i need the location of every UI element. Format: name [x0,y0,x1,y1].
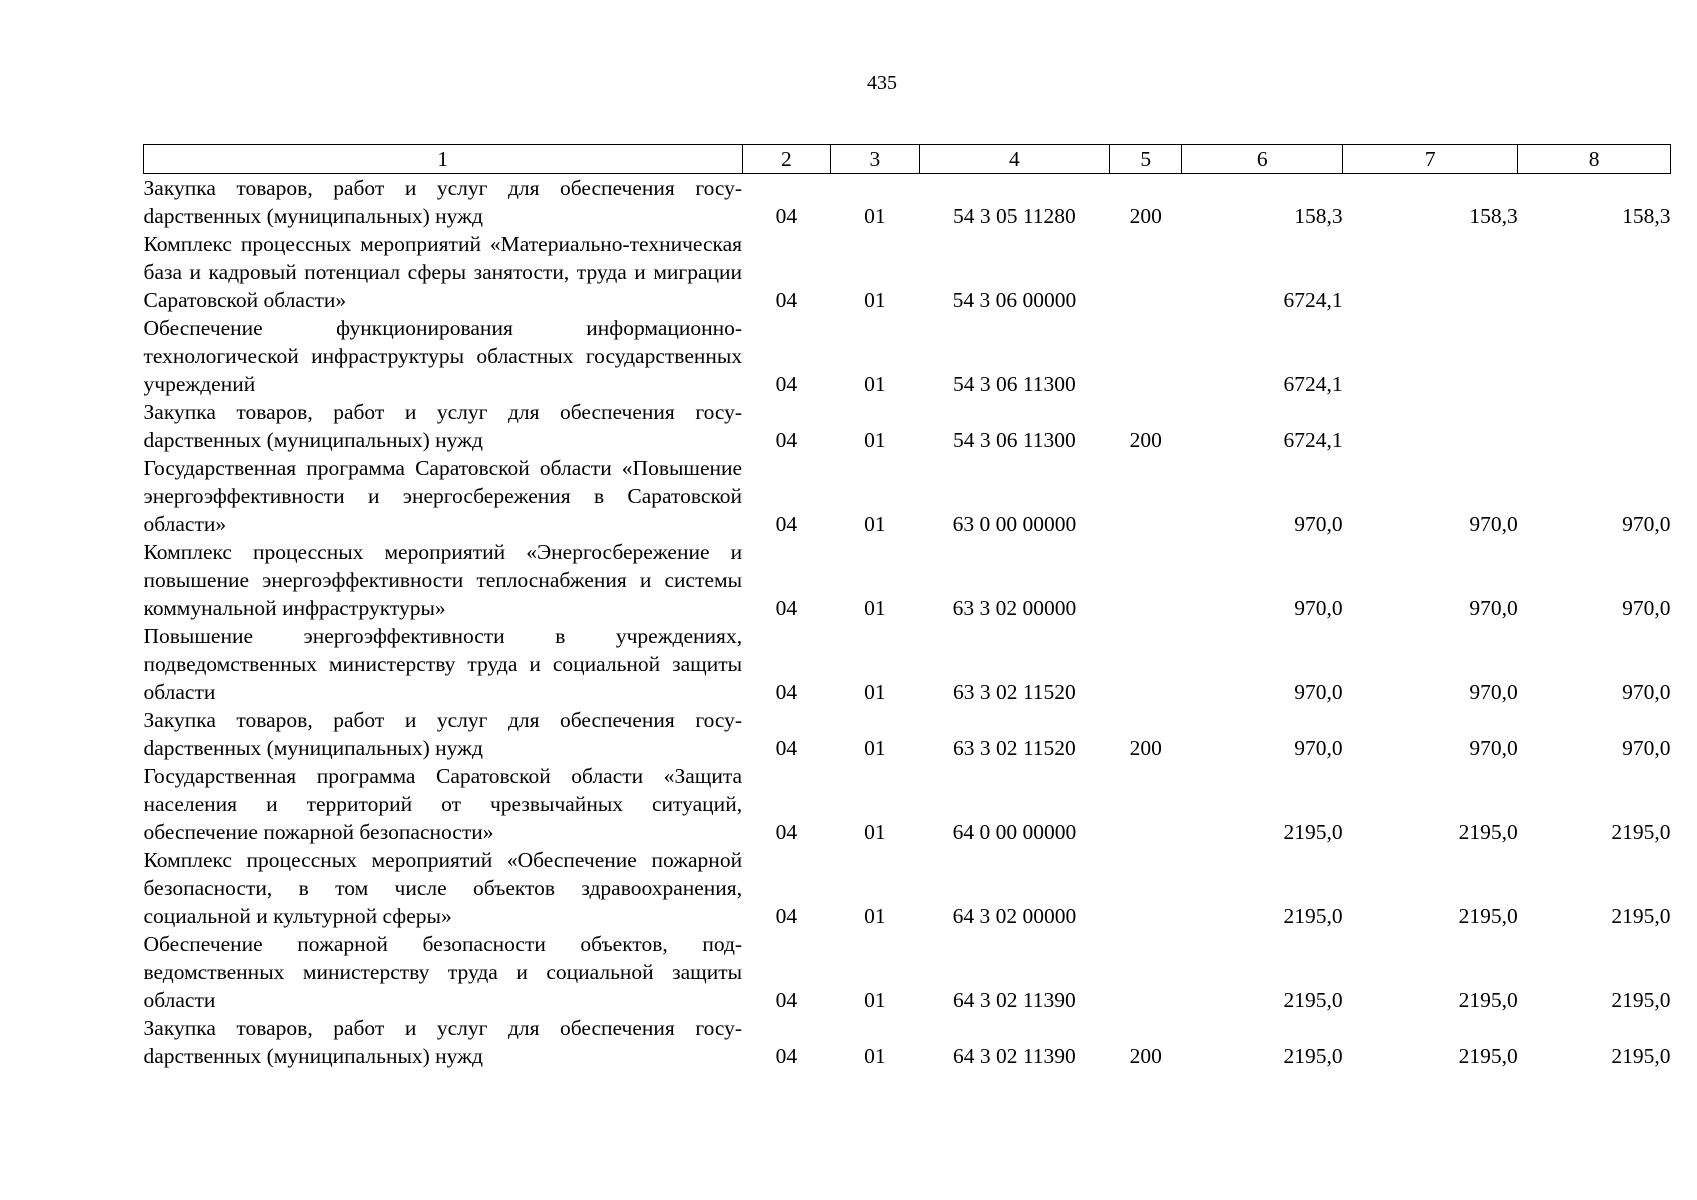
row-section-code: 04 [775,512,798,536]
row-amount-col6: 6724,1 [1283,372,1343,396]
row-target-article: 63 3 02 11520 [952,680,1076,704]
row-amount-col8: 970,0 [1622,512,1671,536]
row-target-article: 64 3 02 11390 [952,988,1076,1012]
row-description: Закупка товаров, работ и услуг для обеспечения госуdарственных (муниципальных) нужд [143,708,743,760]
column-header-5: 5 [1110,145,1182,174]
row-target-article: 54 3 06 00000 [952,288,1077,312]
row-expense-type: 200 [1129,204,1162,228]
table-row [144,622,1671,706]
table-row [144,174,1671,231]
row-amount-col8: 158,3 [1622,204,1671,228]
row-subsection-code: 01 [864,428,886,452]
row-subsection-code: 01 [864,736,886,760]
row-amount-col6: 970,0 [1294,736,1343,760]
row-target-article: 54 3 05 11280 [952,204,1076,228]
row-section-code: 04 [775,736,798,760]
row-expense-type [1110,622,1182,706]
row-expense-type [1110,538,1182,622]
row-description: Закупка товаров, работ и услуг для обеспечения госуdарственных (муниципальных) нужд [143,176,743,228]
row-target-article: 64 3 02 00000 [952,904,1077,928]
row-section-code: 04 [775,820,798,844]
row-subsection-code: 01 [864,1044,886,1068]
table-row [144,398,1671,454]
column-header-6: 6 [1182,145,1343,174]
row-description: Обеспечение функционирования информационно-технологической инфраструктуры областных государственных учреждений [143,316,743,396]
row-subsection-code: 01 [864,904,886,928]
column-header-8: 8 [1518,145,1671,174]
row-expense-type [1110,846,1182,930]
row-section-code: 04 [775,372,798,396]
row-amount-col7: 970,0 [1469,680,1518,704]
row-target-article: 64 3 02 11390 [952,1044,1076,1068]
table-row [144,762,1671,846]
row-description: Комплекс процессных мероприятий «Обеспечение пожарной безопасности, в том числе объектов здравоохранения, социальной и культурной сферы» [143,848,743,928]
column-header-2: 2 [742,145,831,174]
row-expense-type [1110,930,1182,1014]
row-expense-type [1110,230,1182,314]
row-section-code: 04 [775,428,798,452]
row-amount-col7 [1343,398,1518,454]
row-subsection-code: 01 [864,680,886,704]
row-subsection-code: 01 [864,288,886,312]
row-target-article: 63 0 00 00000 [952,512,1077,536]
row-amount-col7: 970,0 [1469,596,1518,620]
row-description: Повышение энергоэффективности в учреждениях, подведомственных министерству труда и социальной защиты области [143,624,743,704]
page-number: 435 [867,72,897,94]
row-amount-col8: 970,0 [1622,736,1671,760]
row-description: Государственная программа Саратовской области «Защита населения и территорий от чрезвычайных ситуаций, обеспечение пожарной безопасности» [143,764,743,844]
row-target-article: 54 3 06 11300 [952,372,1076,396]
table-row [144,1014,1671,1070]
row-expense-type: 200 [1129,428,1162,452]
row-amount-col7: 970,0 [1469,736,1518,760]
row-amount-col7: 2195,0 [1458,988,1518,1012]
row-description: Комплекс процессных мероприятий «Материально-техническая база и кадровый потенциал сферы занятости, труда и миграции Саратовской области» [143,232,743,312]
table-body [144,174,1671,1071]
row-description: Государственная программа Саратовской области «Повышение энергоэффективности и энергосбережения в Саратовской области» [143,456,743,536]
row-amount-col6: 2195,0 [1283,820,1343,844]
row-amount-col7 [1343,314,1518,398]
header-row [144,145,1671,174]
row-amount-col6: 6724,1 [1283,288,1343,312]
row-amount-col7: 2195,0 [1458,820,1518,844]
row-amount-col8: 2195,0 [1611,988,1671,1012]
row-subsection-code: 01 [864,988,886,1012]
row-description: Комплекс процессных мероприятий «Энергосбережение и повышение энергоэффективности теплоснабжения и системы коммунальной инфраструктуры» [143,540,743,620]
table-row [144,454,1671,538]
row-subsection-code: 01 [864,820,886,844]
row-amount-col7: 2195,0 [1458,1044,1518,1068]
row-expense-type: 200 [1129,1044,1162,1068]
row-amount-col8 [1518,314,1671,398]
row-amount-col6: 2195,0 [1283,1044,1343,1068]
table-row [144,930,1671,1014]
row-amount-col6: 2195,0 [1283,988,1343,1012]
table-row [144,846,1671,930]
row-amount-col6: 2195,0 [1283,904,1343,928]
row-amount-col7 [1343,230,1518,314]
table-row [144,706,1671,762]
column-header-7: 7 [1343,145,1518,174]
column-header-3: 3 [831,145,920,174]
row-expense-type: 200 [1129,736,1162,760]
row-section-code: 04 [775,204,798,228]
row-section-code: 04 [775,988,798,1012]
row-amount-col6: 158,3 [1294,204,1343,228]
row-amount-col8: 2195,0 [1611,904,1671,928]
budget-table [143,144,1671,1070]
row-amount-col6: 970,0 [1294,596,1343,620]
row-amount-col6: 970,0 [1294,680,1343,704]
row-subsection-code: 01 [864,372,886,396]
row-amount-col8: 970,0 [1622,680,1671,704]
row-subsection-code: 01 [864,596,886,620]
row-subsection-code: 01 [864,204,886,228]
row-target-article: 64 0 00 00000 [952,820,1077,844]
row-amount-col6: 970,0 [1294,512,1343,536]
row-amount-col7: 970,0 [1469,512,1518,536]
row-section-code: 04 [775,680,798,704]
table-row [144,538,1671,622]
row-section-code: 04 [775,904,798,928]
row-target-article: 63 3 02 00000 [952,596,1077,620]
row-amount-col8 [1518,230,1671,314]
row-target-article: 54 3 06 11300 [952,428,1076,452]
row-expense-type [1110,762,1182,846]
row-amount-col7: 158,3 [1469,204,1518,228]
row-expense-type [1110,454,1182,538]
row-amount-col6: 6724,1 [1283,428,1343,452]
row-amount-col8: 970,0 [1622,596,1671,620]
row-amount-col7: 2195,0 [1458,904,1518,928]
row-section-code: 04 [775,1044,798,1068]
row-description: Обеспечение пожарной безопасности объектов, подведомственных министерству труда и социальной защиты области [143,932,743,1012]
row-description: Закупка товаров, работ и услуг для обеспечения госуdарственных (муниципальных) нужд [143,400,743,452]
row-target-article: 63 3 02 11520 [952,736,1076,760]
table-row [144,230,1671,314]
row-amount-col8: 2195,0 [1611,1044,1671,1068]
row-expense-type [1110,314,1182,398]
row-section-code: 04 [775,596,798,620]
row-section-code: 04 [775,288,798,312]
row-description: Закупка товаров, работ и услуг для обеспечения госуdарственных (муниципальных) нужд [143,1016,743,1068]
row-amount-col8 [1518,398,1671,454]
column-header-4: 4 [919,145,1109,174]
table-row [144,314,1671,398]
row-amount-col8: 2195,0 [1611,820,1671,844]
row-subsection-code: 01 [864,512,886,536]
column-header-1: 1 [144,145,743,174]
